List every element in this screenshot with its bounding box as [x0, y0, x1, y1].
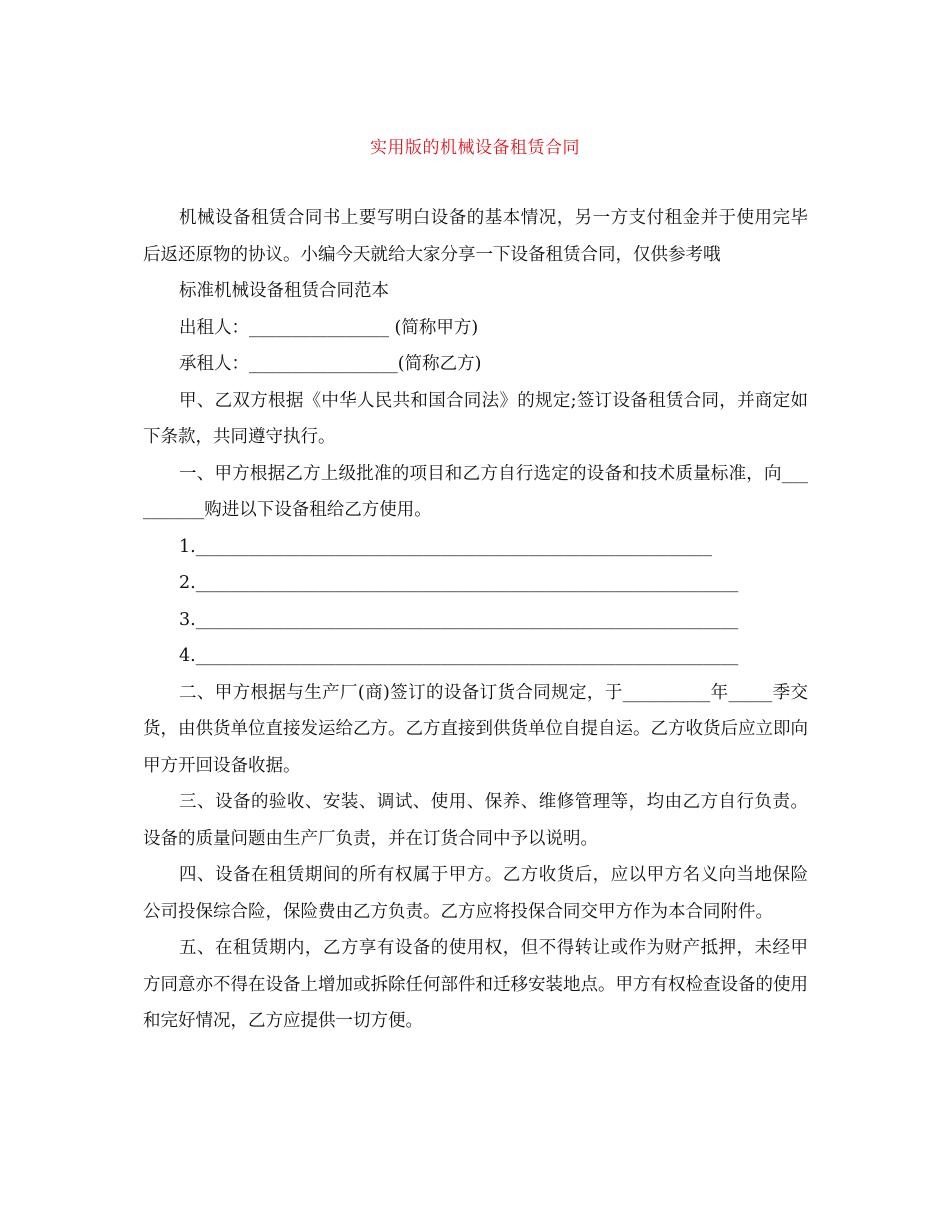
document-title: 实用版的机械设备租赁合同	[370, 138, 580, 158]
equipment-line-1: 1.___________________________________________________________	[179, 536, 712, 557]
equipment-line-3: 3.______________________________________________________________	[179, 609, 739, 630]
document-body	[143, 200, 808, 1040]
clause-3: 三、设备的验收、安装、调试、使用、保养、维修管理等，均由乙方自行负责。设备的质量问题由生产厂负责，并在订货合同中予以说明。	[143, 792, 808, 849]
intro-paragraph: 机械设备租赁合同书上要写明白设备的基本情况，另一方支付租金并于使用完毕后返还原物的协议。小编今天就给大家分享一下设备租赁合同，仅供参考哦	[143, 208, 808, 265]
clause-4: 四、设备在租赁期间的所有权属于甲方。乙方收货后，应以甲方名义向当地保险公司投保综合险，保险费由乙方负责。乙方应将投保合同交甲方作为本合同附件。	[143, 865, 808, 922]
clause-1: 一、甲方根据乙方上级批准的项目和乙方自行选定的设备和技术质量标准，向__________购进以下设备租给乙方使用。	[143, 463, 808, 520]
lessor-line: 出租人：________________ (简称甲方)	[179, 317, 479, 338]
preamble-paragraph: 甲、乙双方根据《中华人民共和国合同法》的规定;签订设备租赁合同，并商定如下条款，共同遵守执行。	[143, 390, 808, 447]
clause-5: 五、在租赁期内，乙方享有设备的使用权，但不得转让或作为财产抵押，未经甲方同意亦不得在设备上增加或拆除任何部件和迁移安装地点。甲方有权检查设备的使用和完好情况，乙方应提供一切方便。	[143, 938, 808, 1031]
equipment-line-4: 4.______________________________________________________________	[179, 646, 739, 666]
template-subtitle: 标准机械设备租赁合同范本	[179, 281, 389, 301]
lessee-line: 承租人：_________________(简称乙方)	[179, 354, 482, 374]
equipment-line-2: 2.______________________________________________________________	[179, 573, 739, 593]
clause-2: 二、甲方根据与生产厂(商)签订的设备订货合同规定，于__________年_____季交货，由供货单位直接发运给乙方。乙方直接到供货单位自提自运。乙方收货后应立即向甲方开回设备收据。	[143, 682, 808, 776]
